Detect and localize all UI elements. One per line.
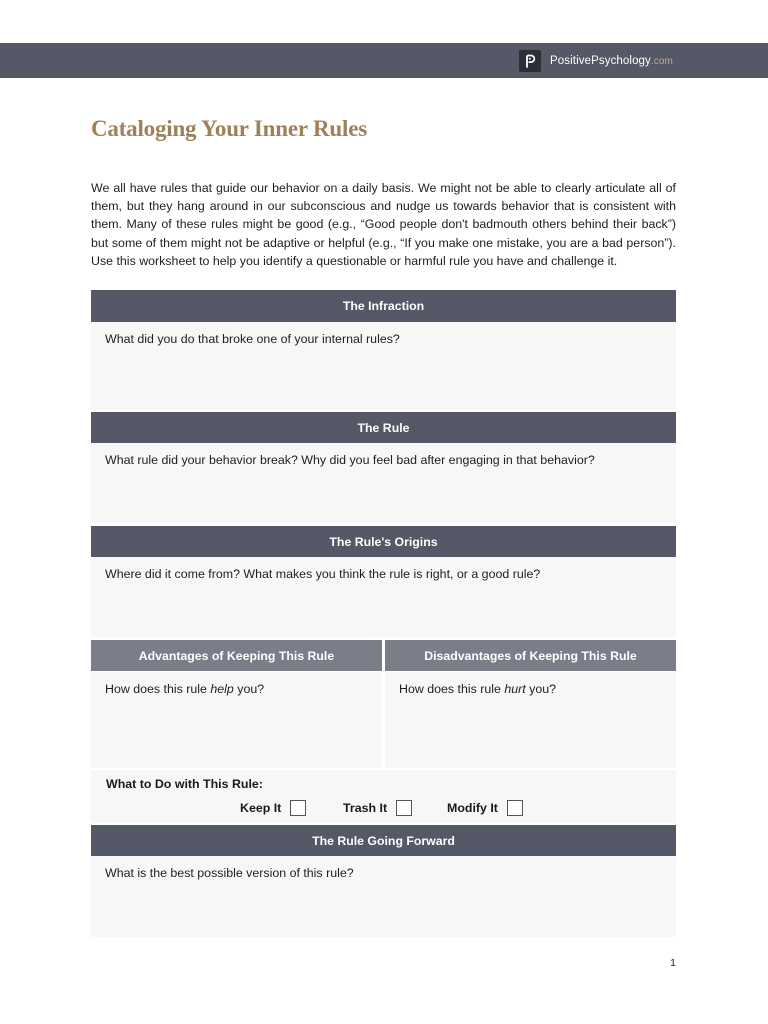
origins-heading: The Rule's Origins bbox=[91, 526, 676, 557]
disadvantages-prompt-emphasis: hurt bbox=[504, 682, 526, 696]
advantages-prompt-end: you? bbox=[233, 682, 265, 696]
brand[interactable] bbox=[519, 50, 673, 72]
trash-it-checkbox[interactable] bbox=[396, 800, 412, 816]
origins-field[interactable] bbox=[91, 557, 676, 637]
going-forward-field[interactable] bbox=[91, 856, 676, 937]
option-keep-it[interactable] bbox=[240, 800, 306, 816]
advantages-prompt-emphasis: help bbox=[210, 682, 234, 696]
brand-main: PositivePsychology bbox=[550, 55, 651, 67]
rule-prompt: What rule did your behavior break? Why did you feel bad after engaging in that behavior? bbox=[105, 453, 595, 467]
disadvantages-heading: Disadvantages of Keeping This Rule bbox=[385, 640, 676, 671]
intro-paragraph: We all have rules that guide our behavior on a daily basis. We might not be able to clearly articulate all of them, but they hang around in our subconscious and nudge us towards behavior that is consistent with them. Many of these rules might be good (e.g., “Good people don't badmouth others behind their back”) but some of them might not be adaptive or helpful (e.g., “If you make one mistake, you are a bad person”). Use this worksheet to help you identify a questionable or harmful rule you have and challenge it. bbox=[91, 181, 676, 268]
page-title: Cataloging Your Inner Rules bbox=[91, 116, 367, 141]
disadvantages-prompt-end: you? bbox=[525, 682, 557, 696]
option-modify-it[interactable] bbox=[447, 800, 523, 816]
option-trash-it-label: Trash It bbox=[343, 801, 388, 815]
infraction-prompt: What did you do that broke one of your internal rules? bbox=[105, 332, 400, 346]
option-modify-it-label: Modify It bbox=[447, 801, 498, 815]
what-to-do-label: What to Do with This Rule: bbox=[106, 777, 263, 791]
brand-name bbox=[550, 55, 673, 67]
disadvantages-field[interactable] bbox=[385, 672, 676, 768]
brand-suffix: .com bbox=[650, 56, 673, 67]
p-logo-icon bbox=[519, 50, 541, 72]
advantages-prompt bbox=[105, 682, 264, 696]
option-keep-it-label: Keep It bbox=[240, 801, 282, 815]
going-forward-heading: The Rule Going Forward bbox=[91, 825, 676, 856]
rule-heading: The Rule bbox=[91, 412, 676, 443]
going-forward-prompt: What is the best possible version of this rule? bbox=[105, 866, 354, 880]
modify-it-checkbox[interactable] bbox=[507, 800, 523, 816]
advantages-field[interactable] bbox=[91, 672, 382, 768]
infraction-heading: The Infraction bbox=[91, 290, 676, 322]
what-to-do-options bbox=[0, 800, 768, 818]
option-trash-it[interactable] bbox=[343, 800, 412, 816]
origins-prompt: Where did it come from? What makes you think the rule is right, or a good rule? bbox=[105, 567, 541, 581]
keep-it-checkbox[interactable] bbox=[290, 800, 306, 816]
top-banner bbox=[0, 43, 768, 78]
disadvantages-prompt bbox=[399, 682, 556, 696]
disadvantages-prompt-start: How does this rule bbox=[399, 682, 505, 696]
advantages-heading: Advantages of Keeping This Rule bbox=[91, 640, 382, 671]
rule-field[interactable] bbox=[91, 443, 676, 523]
advantages-prompt-start: How does this rule bbox=[105, 682, 211, 696]
page-number: 1 bbox=[670, 957, 676, 969]
infraction-field[interactable] bbox=[91, 322, 676, 410]
